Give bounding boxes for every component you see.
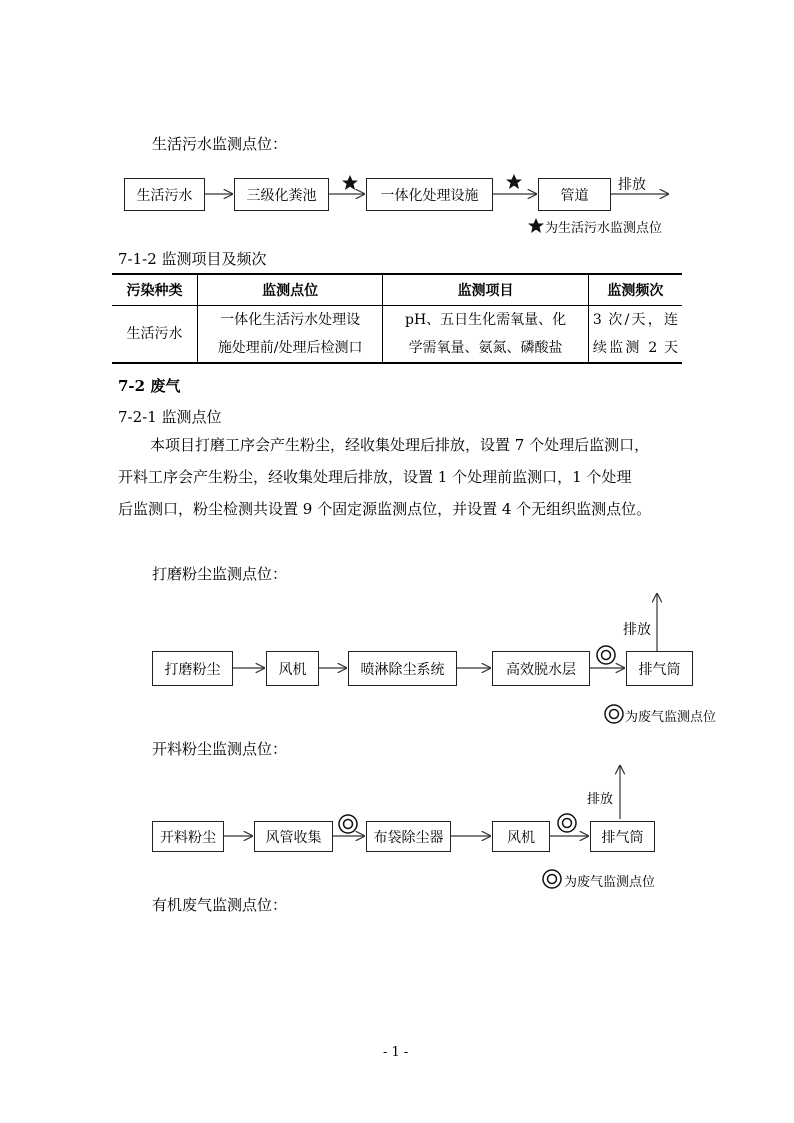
table-cell-point [198, 306, 383, 364]
flow-box-cutting-dust: 开料粉尘 [152, 821, 224, 852]
grind-legend: 为废气监测点位 [625, 710, 717, 725]
flow-box-fan: 风机 [266, 651, 319, 686]
cut-heading: 开料粉尘监测点位： [152, 740, 288, 758]
flow-box-spray-dust-removal: 喷淋除尘系统 [348, 651, 457, 686]
flow-box-integrated-treatment: 一体化处理设施 [366, 178, 493, 211]
column-header: 监测频次 [588, 274, 682, 306]
flow-box-grinding-dust: 打磨粉尘 [152, 651, 233, 686]
table-cell-type: 生活污水 [112, 306, 198, 364]
double-circle-icon [339, 815, 357, 833]
column-header: 监测点位 [198, 274, 383, 306]
table-row [112, 306, 682, 364]
gas-section-title [118, 375, 180, 396]
gas-paragraph-line: 开料工序会产生粉尘，经收集处理后排放，设置 1 个处理前监测口，1 个处理 [118, 468, 632, 486]
flow-box-exhaust-stack: 排气筒 [626, 651, 693, 686]
table-section-title: 7-1-2 监测项目及频次 [118, 250, 267, 268]
section-number: 7-2 [118, 377, 146, 395]
cell-line: pH、五日生化需氧量、化 [404, 312, 567, 328]
flow-box-exhaust-stack: 排气筒 [590, 821, 655, 852]
flow-box-dehydration-layer: 高效脱水层 [492, 651, 590, 686]
monitoring-table [112, 273, 682, 364]
organic-heading: 有机废气监测点位： [152, 896, 288, 914]
table-cell-items [383, 306, 589, 364]
cell-line: 一体化生活污水处理设 [220, 312, 361, 328]
flow-box-fan: 风机 [492, 821, 550, 852]
double-circle-icon [605, 705, 623, 723]
discharge-label: 排放 [618, 177, 646, 193]
flow-box-duct-collection: 风管收集 [254, 821, 333, 852]
page-number: - 1 - [383, 1045, 409, 1060]
cell-line: 学需氧量、氨氮、磷酸盐 [408, 340, 563, 356]
discharge-label: 排放 [623, 622, 651, 638]
double-circle-icon [597, 646, 615, 664]
table-header-row [112, 274, 682, 306]
flow-box-septic-tank: 三级化粪池 [234, 178, 329, 211]
flow-box-pipeline: 管道 [538, 178, 611, 211]
cell-line: 施处理前/处理后检测口 [217, 340, 363, 356]
gas-paragraph-line: 后监测口，粉尘检测共设置 9 个固定源监测点位，并设置 4 个无组织监测点位。 [118, 500, 652, 518]
discharge-label: 排放 [587, 792, 614, 807]
table-cell-frequency [588, 306, 682, 364]
wastewater-legend: 为生活污水监测点位 [545, 221, 663, 236]
section-title: 废气 [150, 377, 181, 395]
column-header: 监测项目 [383, 274, 589, 306]
flow-box-bag-filter: 布袋除尘器 [366, 821, 451, 852]
double-circle-icon [558, 814, 576, 832]
grind-heading: 打磨粉尘监测点位： [152, 565, 288, 583]
flow-box-domestic-sewage: 生活污水 [124, 178, 205, 211]
double-circle-icon [543, 870, 561, 888]
gas-subsection-title: 7-2-1 监测点位 [118, 408, 222, 426]
gas-paragraph-line: 本项目打磨工序会产生粉尘，经收集处理后排放，设置 7 个处理后监测口， [150, 436, 650, 454]
column-header: 污染种类 [112, 274, 198, 306]
cut-legend: 为废气监测点位 [564, 875, 656, 890]
wastewater-heading: 生活污水监测点位： [152, 135, 288, 153]
cell-line: 3 次/天，连 [592, 312, 678, 328]
cell-line: 续监测 2 天 [592, 340, 678, 356]
